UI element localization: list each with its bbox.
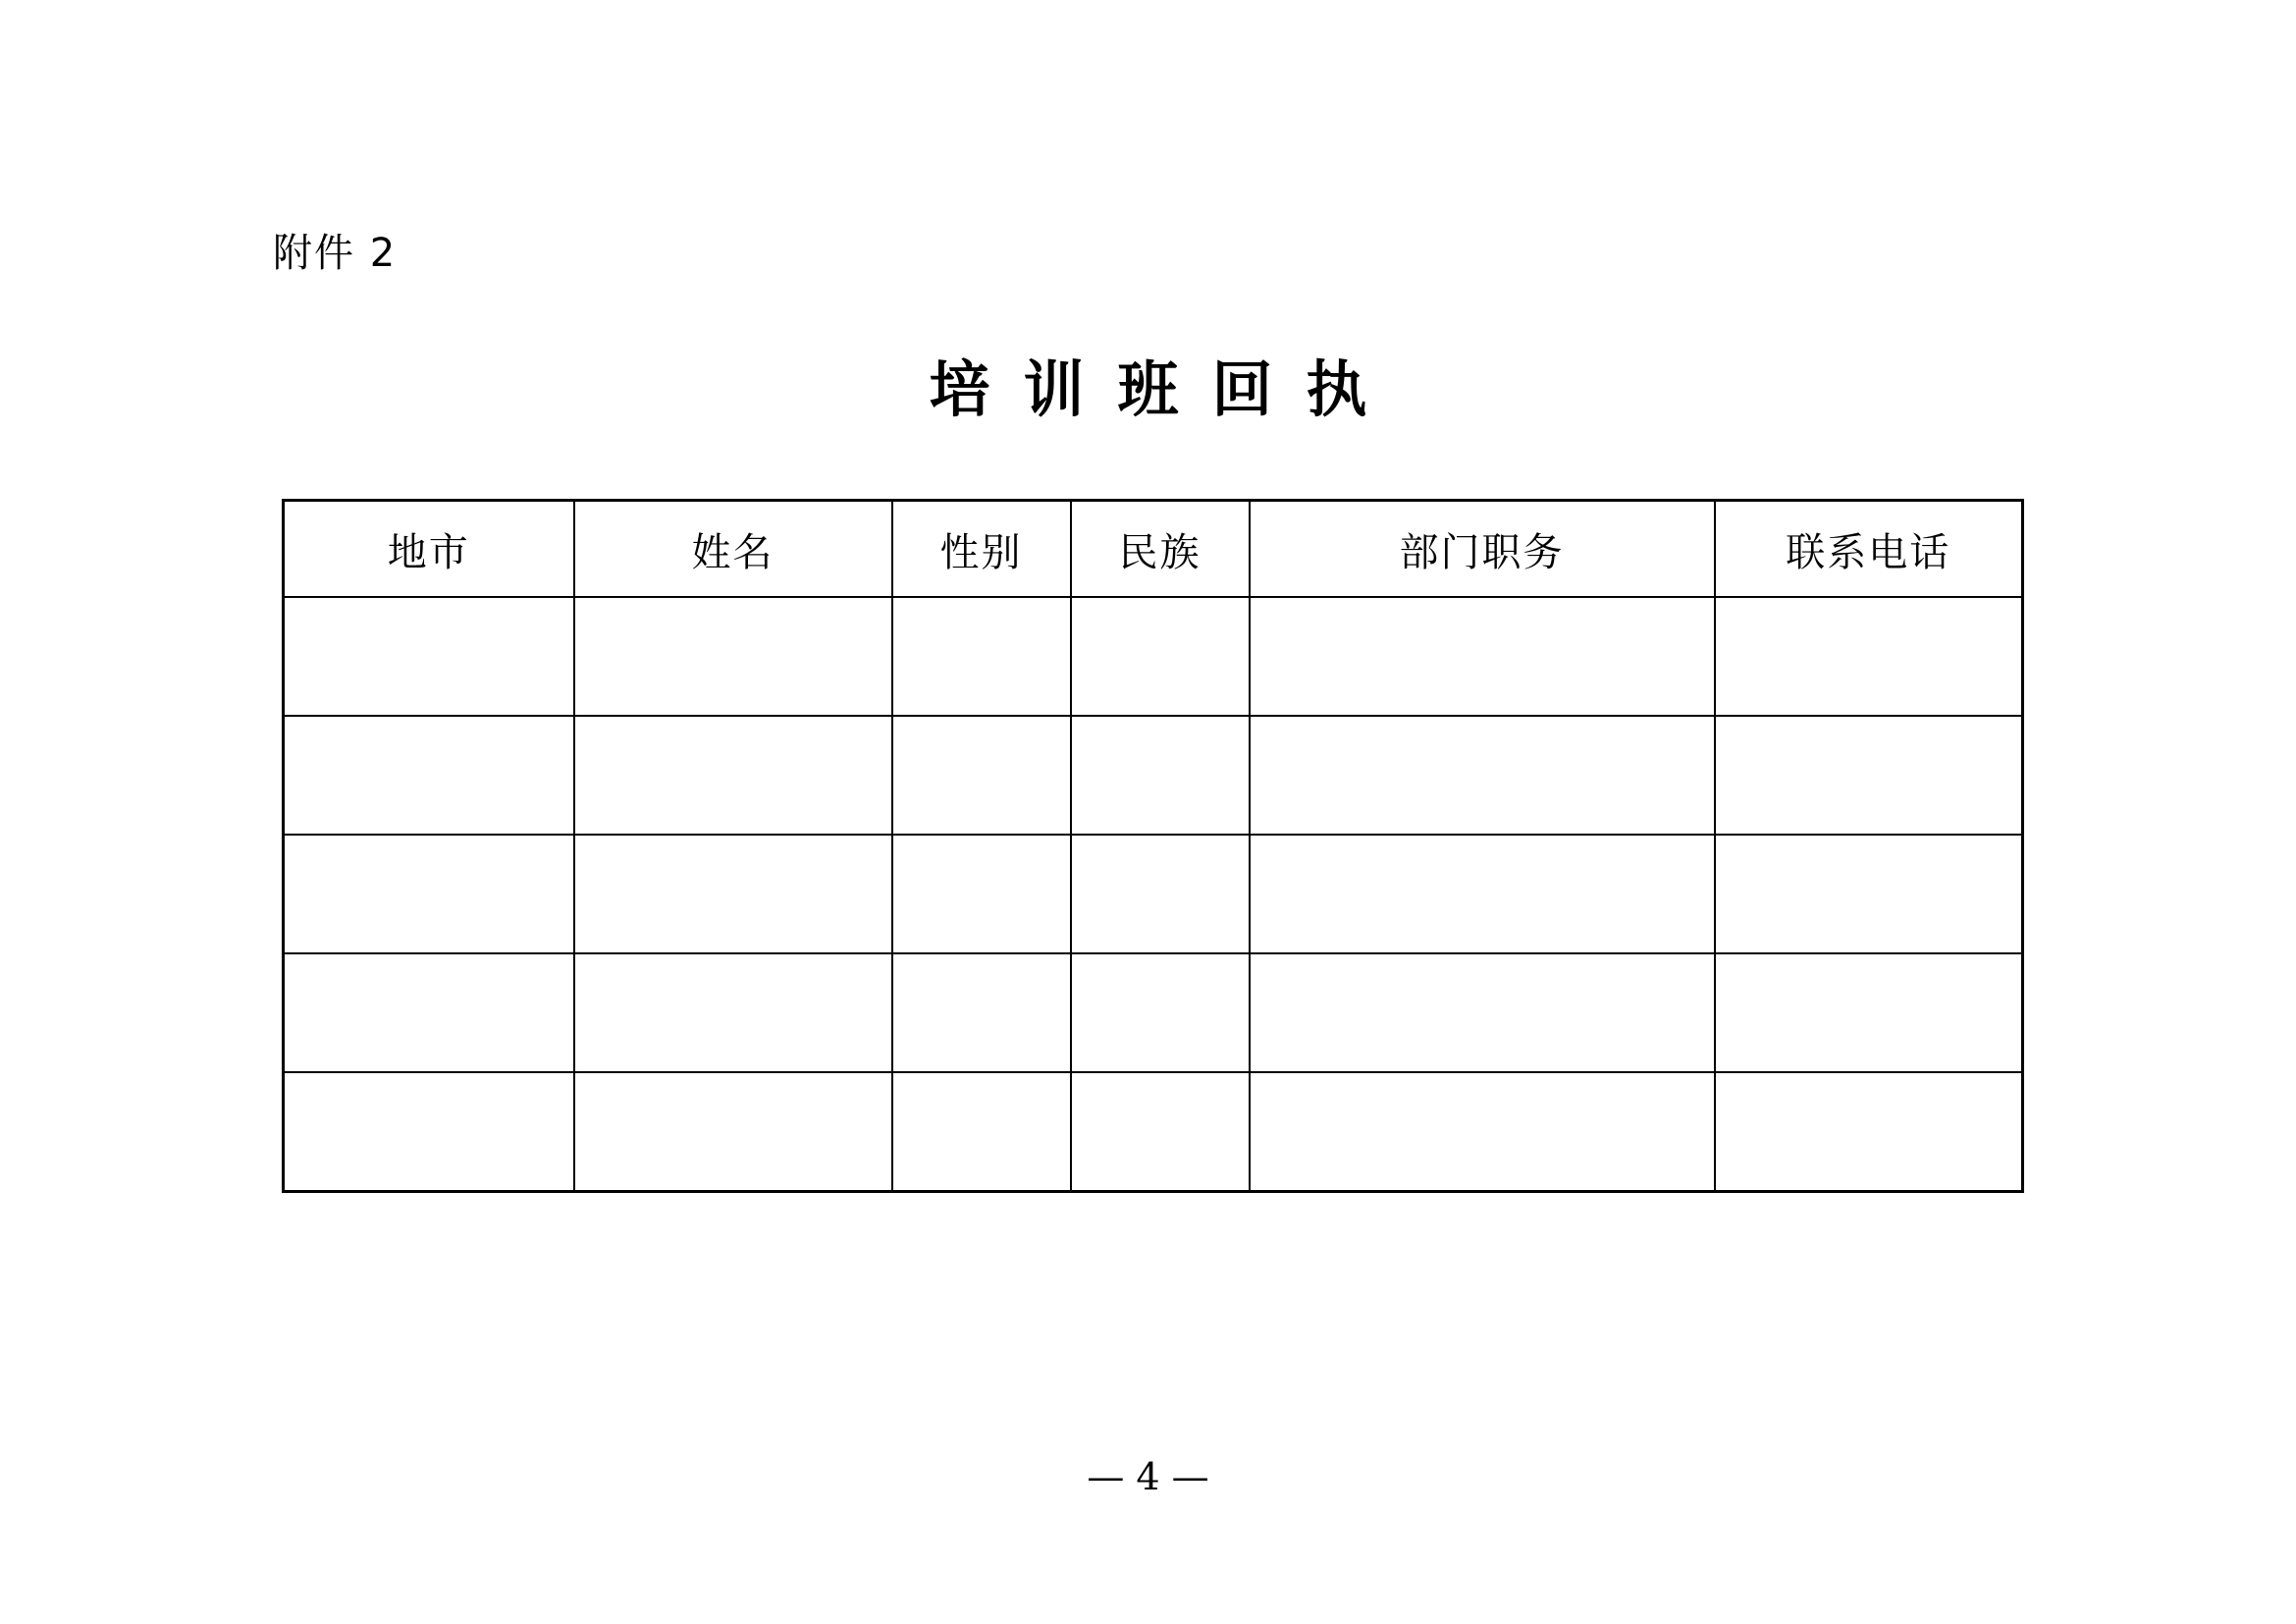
cell-ethnicity[interactable] — [1071, 716, 1250, 835]
cell-ethnicity[interactable] — [1071, 1072, 1250, 1192]
cell-city[interactable] — [284, 953, 574, 1072]
header-name: 姓名 — [574, 501, 892, 598]
cell-department-position[interactable] — [1250, 1072, 1715, 1192]
cell-ethnicity[interactable] — [1071, 597, 1250, 716]
cell-department-position[interactable] — [1250, 716, 1715, 835]
header-phone: 联系电话 — [1715, 501, 2023, 598]
header-gender: 性别 — [892, 501, 1071, 598]
table-row — [284, 1072, 2023, 1192]
cell-city[interactable] — [284, 1072, 574, 1192]
cell-phone[interactable] — [1715, 716, 2023, 835]
cell-gender[interactable] — [892, 953, 1071, 1072]
registration-table — [282, 499, 2024, 1193]
header-city: 地市 — [284, 501, 574, 598]
table-row — [284, 716, 2023, 835]
table-row — [284, 597, 2023, 716]
attachment-label: 附件 2 — [273, 231, 398, 276]
page-number: — 4 — — [1087, 1455, 1209, 1498]
cell-phone[interactable] — [1715, 835, 2023, 953]
cell-gender[interactable] — [892, 597, 1071, 716]
cell-name[interactable] — [574, 953, 892, 1072]
cell-name[interactable] — [574, 835, 892, 953]
cell-department-position[interactable] — [1250, 835, 1715, 953]
cell-gender[interactable] — [892, 835, 1071, 953]
cell-phone[interactable] — [1715, 953, 2023, 1072]
cell-name[interactable] — [574, 1072, 892, 1192]
cell-city[interactable] — [284, 835, 574, 953]
cell-department-position[interactable] — [1250, 597, 1715, 716]
cell-phone[interactable] — [1715, 1072, 2023, 1192]
cell-ethnicity[interactable] — [1071, 835, 1250, 953]
header-department-position: 部门职务 — [1250, 501, 1715, 598]
cell-city[interactable] — [284, 597, 574, 716]
cell-gender[interactable] — [892, 1072, 1071, 1192]
table-row — [284, 953, 2023, 1072]
cell-name[interactable] — [574, 597, 892, 716]
cell-phone[interactable] — [1715, 597, 2023, 716]
cell-ethnicity[interactable] — [1071, 953, 1250, 1072]
table-row — [284, 835, 2023, 953]
cell-name[interactable] — [574, 716, 892, 835]
table-header-row — [284, 501, 2023, 598]
page-title: 培训班回执 — [929, 353, 1401, 425]
cell-department-position[interactable] — [1250, 953, 1715, 1072]
cell-gender[interactable] — [892, 716, 1071, 835]
cell-city[interactable] — [284, 716, 574, 835]
header-ethnicity: 民族 — [1071, 501, 1250, 598]
